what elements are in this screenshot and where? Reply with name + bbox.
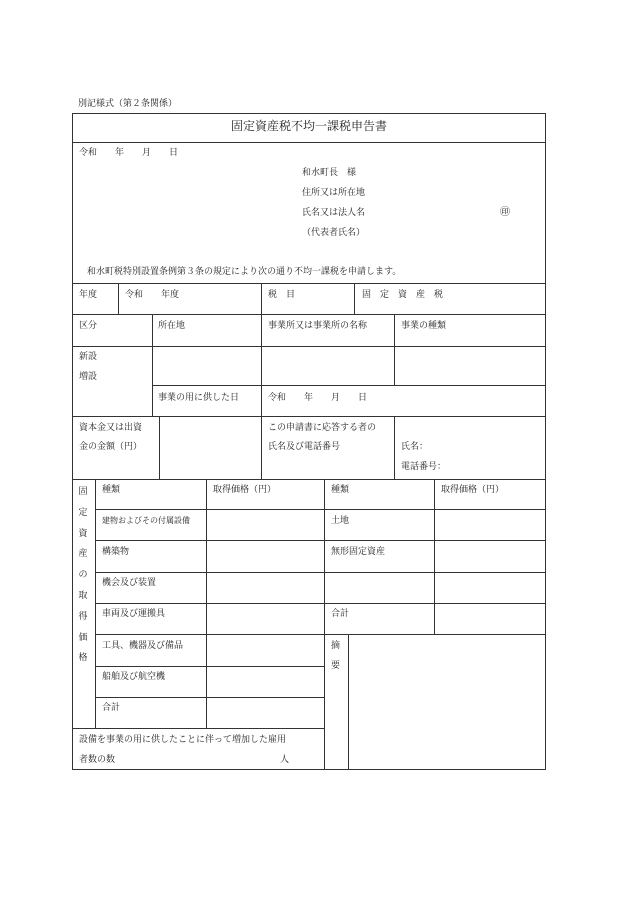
side-char: 資 — [78, 528, 88, 539]
form-title: 固定資産税不均一課税申告書 — [230, 119, 387, 133]
asset-side-label — [77, 482, 89, 669]
asset-item-vehicles: 車両及び運搬具 — [102, 609, 166, 619]
representative-label: （代表者氏名） — [302, 228, 366, 238]
date-line: 令和 年 月 日 — [79, 148, 179, 158]
asset-item-land: 土地 — [331, 516, 350, 526]
col-type-right: 種類 — [331, 485, 350, 495]
respondent-name-label: 氏名： — [401, 442, 429, 452]
col-type-left: 種類 — [102, 485, 121, 495]
capital-label-line2: 金の金額（円） — [79, 442, 143, 452]
kubun-label: 区分 — [79, 321, 98, 331]
side-char: 価 — [78, 632, 88, 643]
use-date-value: 令和 年 月 日 — [268, 393, 368, 403]
remarks-char-2: 要 — [331, 661, 341, 671]
remarks-char-1: 摘 — [331, 641, 341, 651]
business-type-label: 事業の種類 — [401, 321, 447, 331]
employees-label-line1: 設備を事業の用に供したことに伴って増加した雇用 — [79, 735, 287, 745]
respondent-label-line1: この申請書に応答する者の — [268, 423, 377, 433]
asset-item-structures: 構築物 — [102, 547, 130, 557]
new-label: 新設 — [79, 352, 98, 362]
office-name-label: 事業所又は事業所の名称 — [268, 321, 368, 331]
col-price-left: 取得価格（円） — [213, 485, 277, 495]
address-label: 住所又は所在地 — [302, 188, 366, 198]
employees-unit: 人 — [280, 755, 290, 765]
tax-value: 固 定 資 産 税 — [362, 290, 444, 300]
year-value: 令和 年度 — [125, 290, 180, 300]
col-price-right: 取得価格（円） — [441, 485, 505, 495]
side-char: の — [78, 570, 88, 581]
respondent-label-line2: 氏名及び電話番号 — [268, 442, 341, 452]
asset-item-building: 建物およびその付属設備 — [102, 516, 190, 525]
asset-item-total-left: 合計 — [102, 703, 121, 713]
employees-label-line2: 者数の数 — [79, 755, 116, 765]
seal-mark: ㊞ — [500, 207, 510, 218]
side-char: 定 — [78, 507, 88, 518]
year-label: 年度 — [79, 290, 98, 300]
use-date-label: 事業の用に供した日 — [158, 393, 240, 403]
statement: 和水町税特別設置条例第３条の規定により次の通り不均一課税を申請します。 — [87, 267, 402, 277]
name-label: 氏名又は法人名 — [302, 208, 366, 218]
side-char: 固 — [78, 487, 88, 497]
asset-item-intangible: 無形固定資産 — [331, 547, 386, 557]
side-char: 得 — [78, 611, 88, 622]
side-char: 格 — [78, 653, 88, 664]
asset-item-machinery: 機会及び装置 — [102, 578, 157, 588]
side-char: 取 — [78, 590, 88, 601]
tax-label: 税 目 — [268, 290, 296, 300]
location-label: 所在地 — [158, 321, 186, 331]
addressee: 和水町長 様 — [302, 168, 357, 178]
form-number: 別記様式（第２条関係） — [78, 99, 178, 109]
respondent-phone-label: 電話番号： — [401, 462, 447, 472]
side-char: 産 — [78, 549, 88, 560]
asset-item-tools: 工具、機器及び備品 — [102, 641, 184, 651]
asset-item-total-right: 合計 — [331, 609, 350, 619]
capital-label-line1: 資本金又は出資 — [79, 423, 143, 433]
expand-label: 増設 — [79, 372, 98, 382]
asset-item-ships: 船舶及び航空機 — [102, 672, 166, 682]
